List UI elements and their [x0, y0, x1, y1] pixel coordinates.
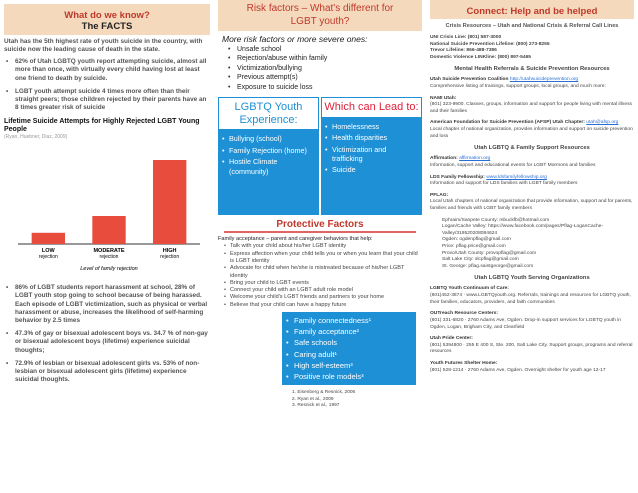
fact-item: • 72.9% of lesbian or bisexual adolescent girls vs. 53% of non-lesbian or bisexual adolescent girls (lifetime) experience suicidal thoughts. — [6, 360, 210, 385]
risk-item: • Victimization/bullying — [228, 64, 422, 73]
protective-title: Protective Factors — [276, 219, 364, 231]
resource-name: Utah Pride Center: — [430, 336, 473, 342]
resource-name: Utah Suicide Prevention Coalition — [430, 77, 509, 83]
risk-heading-line1: Risk factors – What's different for — [246, 3, 394, 14]
experience-item: • Hostile Climate (community) — [222, 157, 315, 176]
resource-text: (801) 5394800 · 255 E 400 S, Ste. 200, Salt Lake City. Support groups, programs and referral resources — [430, 342, 633, 355]
outcome-item: • Health disparities — [325, 133, 418, 142]
family-item: • Advocate for child when he/she is mistreated because of his/her LGBT identity — [224, 265, 422, 280]
family-item: • Welcome your child's LGBT friends and partners to your home — [224, 294, 422, 301]
facts-list-bottom — [6, 284, 210, 384]
family-intro: Family acceptance – parent and caregiver behaviors that help: — [218, 236, 373, 243]
pflag-chapter: Logan/Cache Valley: https://www.facebook.com/pages/Pflag-LoganCache-Valley/319520208084624 — [442, 224, 604, 236]
resource-item — [430, 120, 634, 140]
facts-intro: Utah has the 5th highest rate of youth suicide in the country, with suicide now the leading cause of death in the state. — [4, 37, 203, 53]
resources-column — [426, 0, 638, 493]
pflag-chapter: St. George: pflag.saintgeorge@gmail.com — [442, 263, 534, 269]
facts-heading: What do we know? — [64, 10, 150, 21]
mental-heading: Mental Health Referrals & Suicide Prevention Resources — [454, 66, 610, 73]
chart-category-sublabel: rejection — [160, 254, 180, 261]
pflag-chapter: Ephraim/Sanpete County: mbuckfb@hotmail.com — [442, 217, 550, 223]
facts-header — [4, 4, 210, 35]
resource-name: LDS Family Fellowship: — [430, 174, 485, 180]
pflag-chapters — [442, 218, 634, 271]
resource-item — [430, 96, 634, 116]
crisis-line: UNI Crisis Line: (801) 587-3000 — [430, 35, 502, 40]
chart-canvas — [4, 140, 208, 276]
resource-text: (801) 528-1214 · 2760 Adams Ave, Ogden. Overnight shelter for youth age 12-17 — [430, 367, 606, 373]
protective-item: • High self-esteem³ — [286, 360, 412, 371]
resource-text: Information, support and educational events for LGBT Mormons and families — [430, 162, 596, 168]
resource-text: Local Utah chapters of national organization that provide information, support and for parents, families and friends with LGBT family members — [430, 199, 633, 211]
protective-item: • Family acceptance² — [286, 326, 412, 337]
more-risk-label: More risk factors or more severe ones: — [222, 34, 368, 44]
fact-item: • 47.3% of gay or bisexual adolescent boys vs. 34.7 % of non-gay or bisexual adolescent boys (lifetime) experience suicidal thoughts; — [6, 330, 210, 355]
protective-item: • Positive role models³ — [286, 371, 412, 382]
experience-list — [222, 134, 315, 175]
chart-category-label: LOW — [41, 248, 55, 255]
family-acceptance — [218, 236, 422, 309]
resource-item — [430, 311, 634, 331]
risk-column — [216, 0, 424, 493]
risk-heading-line2: LGBT youth? — [290, 15, 350, 27]
resource-text: (801)452-3874 · www.LGBTQyouth.org. Referrals, trainings and resources for LGBTQ youth, their families, educators, providers, and faith communities — [430, 293, 631, 305]
facts-column — [0, 0, 214, 493]
resource-item — [430, 77, 634, 90]
family-item: • Express affection when your child tells you or when you learn that your child is LGBT identity — [224, 251, 422, 266]
outcome-item: • Homelessness — [325, 122, 418, 131]
risk-item: • Exposure to suicide loss — [228, 83, 422, 92]
pflag-chapter: Provo/Utah County: provopflag@gmail.com — [442, 250, 537, 256]
resource-text: (801) 323-9900. Classes, groups, information and support for people living with mental illness and their families — [430, 102, 632, 114]
facts-subheading: The FACTS — [81, 21, 133, 33]
chart-subtitle: (Ryan, Huebner, Diaz, 2009) — [4, 134, 68, 141]
reference-item: 3. Resnick et al., 1997 — [292, 403, 340, 409]
protective-item: • Family connectedness¹ — [286, 315, 412, 326]
resource-text: Comprehensive listing of trainings, support groups, local groups, and much more: — [430, 84, 606, 90]
chart-bar — [153, 160, 186, 244]
family-resources — [430, 156, 634, 212]
experience-box-heading: LGBTQ Youth Experience: — [218, 97, 319, 130]
pflag-chapter: Ogden: ogdenpflag@gmail.com — [442, 237, 511, 243]
risk-header — [218, 0, 422, 31]
crisis-line: Trevor Lifeline: 866-488-7386 — [430, 48, 497, 54]
chart-title: Lifetime Suicide Attempts for Highly Rejected LGBT Young People — [4, 118, 200, 134]
facts-list-top — [6, 58, 210, 112]
risk-item: • Rejection/abuse within family — [228, 54, 422, 63]
crisis-line: Domestic Violence LINKline: (800) 897-5465 — [430, 54, 532, 60]
fact-item: • 62% of Utah LGBTQ youth report attempting suicide, almost all more than once, with virtually every child having lost at least one friend to death by suicide. — [6, 58, 210, 83]
resource-link[interactable]: http://utahsuicideprevention.org — [509, 77, 579, 83]
resource-link[interactable]: www.ldsfamilyfellowship.org — [486, 174, 547, 180]
resource-item — [430, 193, 634, 213]
resource-name: PFLAG: — [430, 192, 449, 198]
experience-boxes — [218, 97, 422, 215]
chart-bar — [32, 233, 65, 244]
resource-name: OUTreach Resource Centers: — [430, 311, 498, 317]
reference-item: 2. Ryan et al., 2009 — [292, 396, 334, 402]
resource-text: (801) 331-6820 · 2760 Adams Ave, Ogden. Drop-in support services for LGBTQ youth in Ogden, Logan, Brigham City, and Clearfield — [430, 317, 622, 330]
fact-item: • LGBT youth attempt suicide 4 times more often than their straight peers; those children rejected by their parents have an 8 times greater risk of suicide — [6, 88, 210, 113]
family-item: • Talk with your child about his/her LGBT identity — [224, 243, 422, 250]
resource-name: American Foundation for Suicide Prevention (AFSP) Utah Chapter: — [430, 120, 585, 126]
resource-name: Affirmation: — [430, 156, 458, 162]
resource-item — [430, 175, 634, 188]
rejection-chart — [4, 118, 210, 278]
chart-bar — [92, 216, 125, 244]
outcome-item: • Victimization and trafficking — [325, 145, 418, 164]
resource-item — [430, 361, 634, 374]
outcome-item: • Suicide — [325, 165, 418, 174]
connect-heading: Connect: Help and be helped — [430, 0, 634, 19]
references — [292, 390, 422, 409]
crisis-lines — [430, 35, 634, 61]
family-item: • Believe that your child can have a happy future — [224, 302, 422, 309]
risk-item: • Previous attempt(s) — [228, 73, 422, 82]
family-item: • Bring your child to LGBT events — [224, 280, 422, 287]
crisis-line: National Suicide Prevention Lifeline: (800) 273-8255 — [430, 41, 550, 47]
protective-list — [286, 315, 412, 383]
protective-item: • Safe schools — [286, 337, 412, 348]
reference-item: 1. Eisenberg & Resnick, 2006 — [292, 390, 356, 396]
resource-item — [430, 156, 634, 169]
serving-resources — [430, 286, 634, 374]
resource-name: Youth Futures Shelter Home: — [430, 360, 498, 366]
experience-box — [218, 97, 319, 215]
protective-box — [282, 312, 416, 386]
mental-resources — [430, 77, 634, 140]
family-item: • Connect your child with an LGBT adult role model — [224, 287, 422, 294]
resource-item — [430, 286, 634, 306]
family-list — [224, 243, 422, 308]
chart-category-label: MODERATE — [93, 248, 125, 255]
serving-heading: Utah LGBTQ Youth Serving Organizations — [474, 275, 590, 282]
chart-x-label: Level of family rejection — [80, 266, 138, 273]
experience-item: • Bullying (school) — [222, 134, 315, 143]
resource-text: Local chapter of national organization, provides information and support on suicide prevention and loss — [430, 127, 633, 139]
protective-divider — [224, 231, 416, 233]
experience-item: • Family Rejection (home) — [222, 146, 315, 155]
chart-category-sublabel: rejection — [38, 254, 58, 261]
resource-name: NAMI Utah: — [430, 95, 457, 101]
fact-item: • 86% of LGBT students report harassment at school, 28% of LGBT youth stop going to school because of being harassed. Each episode of LGBT victimization, such as physical or verbal harassment or abuse, increases the likelihood of self-harming behavior by 2.5 times — [6, 284, 210, 325]
pflag-chapter: Price: pflag.price@gmail.com — [442, 244, 506, 250]
risk-list — [228, 45, 422, 92]
crisis-subheading: Crisis Resources – Utah and National Crisis & Referral Call Lines — [445, 23, 619, 29]
resource-link[interactable]: utah@afsp.org — [586, 120, 619, 126]
outcomes-box-heading: Which can Lead to: — [321, 97, 422, 118]
risk-item: • Unsafe school — [228, 45, 422, 54]
pflag-chapter: Salt Lake City: slcpflag@gmail.com — [442, 257, 519, 263]
protective-item: • Caring adult¹ — [286, 349, 412, 360]
family-heading: Utah LGBTQ & Family Support Resources — [474, 145, 590, 152]
chart-category-label: HIGH — [162, 248, 177, 255]
resource-name: LGBTQ Youth Continuum of Care: — [430, 286, 509, 292]
resource-link[interactable]: affirmation.org — [459, 156, 491, 162]
resource-item — [430, 336, 634, 356]
chart-category-sublabel: rejection — [99, 254, 119, 261]
outcomes-list — [325, 122, 418, 175]
outcomes-box — [321, 97, 422, 215]
resource-text: Information and support for LDS families with LGBT family members — [430, 181, 578, 187]
